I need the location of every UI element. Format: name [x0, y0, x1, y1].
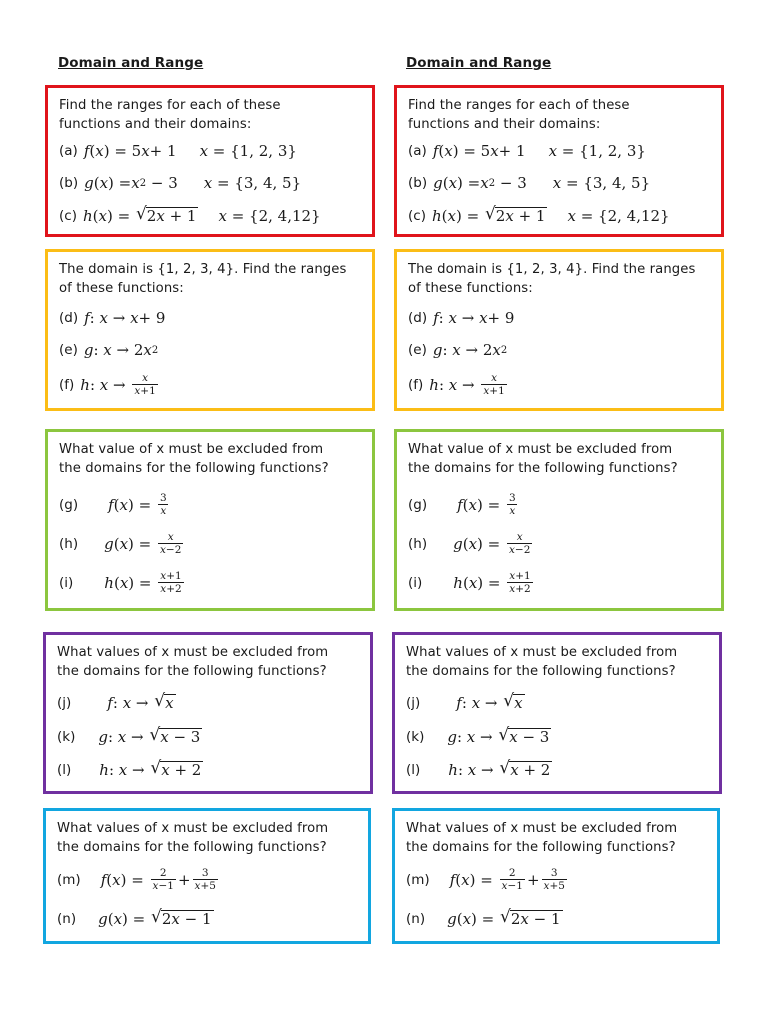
question-l: (l) h : x → √ x + 2 [57, 758, 202, 779]
function-k: g : x → √ x − 3 [98, 725, 201, 746]
function-n: g ( x ) = √ 2x − 1 [447, 907, 561, 928]
function-b: g ( x ) = x 2 − 3 [84, 174, 178, 192]
domain-c: x = {2, 4,12} [218, 206, 321, 225]
function-n: g ( x ) = √ 2x − 1 [98, 907, 212, 928]
function-f: h : x → $\frac{x}{x+1}$ [80, 372, 156, 397]
question-i: (i) h ( x ) = $\frac{x+1}{x+2}$ [408, 570, 715, 595]
sqrt-symbol: √ x − 3 [149, 725, 201, 746]
fraction: $\frac{x}{x-2}$ [160, 531, 182, 556]
question-j: (j) f : x → √ x [57, 691, 174, 712]
question-f: (f) h : x → $\frac{x}{x+1}$ [408, 372, 715, 397]
question-b: (b) g ( x ) = x 2 − 3 x = {3, 4, 5} [408, 174, 651, 192]
sqrt-symbol: √ 2x − 1 [500, 907, 561, 928]
question-i: (i) h ( x ) = $\frac{x+1}{x+2}$ [59, 570, 366, 595]
card-intro: What values of x must be excluded from the domains for the following functions? [406, 821, 678, 855]
fraction: $\frac{x}{x+1}$ [483, 372, 505, 397]
fraction: $\frac{2}{x-1}$ [152, 867, 174, 892]
fraction: $\frac{3}{x}$ [159, 492, 167, 517]
function-g: f ( x ) = $\frac{3}{x}$ [108, 492, 167, 517]
question-g: (g) f ( x ) = $\frac{3}{x}$ [59, 492, 366, 517]
question-g: (g) f ( x ) = $\frac{3}{x}$ [408, 492, 715, 517]
card-exclude-values-mixed-left [43, 808, 371, 944]
question-a: (a) f ( x ) = 5 x + 1 x = {1, 2, 3} [408, 142, 646, 160]
card-exclude-values-roots-left [43, 632, 373, 794]
domain-c: x = {2, 4,12} [567, 206, 670, 225]
function-l: h : x → √ x + 2 [448, 758, 551, 779]
question-h: (h) g ( x ) = $\frac{x}{x-2}$ [408, 531, 715, 556]
function-d: f : x → x + 9 [84, 309, 166, 327]
card-exclude-values-mixed-right [392, 808, 720, 944]
domain-a: x = {1, 2, 3} [548, 142, 646, 160]
function-j: f : x → √ x [456, 691, 523, 712]
function-j: f : x → √ x [107, 691, 174, 712]
question-d: (d) f : x → x + 9 [59, 309, 166, 327]
function-i: h ( x ) = $\frac{x+1}{x+2}$ [104, 570, 182, 595]
sqrt-symbol: √ 2x − 1 [151, 907, 212, 928]
fraction: $\frac{2}{x-1}$ [501, 867, 523, 892]
card-intro: The domain is {1, 2, 3, 4}. Find the ranges of these functions: [59, 262, 347, 296]
function-a: f ( x ) = 5 x + 1 [83, 142, 177, 160]
question-l: (l) h : x → √ x + 2 [406, 758, 551, 779]
function-b: g ( x ) = x 2 − 3 [433, 174, 527, 192]
card-find-ranges-with-domains-right [394, 85, 724, 237]
sqrt-symbol: √ x + 2 [150, 758, 202, 779]
fraction: $\frac{x}{x-2}$ [509, 531, 531, 556]
question-m: (m) f ( x ) = $\frac{2}{x-1}$ + $\frac{3}{x+5}$ [406, 867, 711, 892]
function-d: f : x → x + 9 [433, 309, 515, 327]
card-intro: Find the ranges for each of these functions and their domains: [408, 98, 630, 132]
card-exclude-values-roots-right [392, 632, 722, 794]
sqrt-symbol: √ x [154, 691, 174, 712]
function-f: h : x → $\frac{x}{x+1}$ [429, 372, 505, 397]
fraction: $\frac{3}{x}$ [508, 492, 516, 517]
sqrt-symbol: √ 2x + 1 [135, 204, 197, 225]
function-e: g : x → 2 x 2 [83, 341, 159, 359]
sqrt-symbol: √ x [503, 691, 523, 712]
question-m: (m) f ( x ) = $\frac{2}{x-1}$ + $\frac{3}{x+5}$ [57, 867, 362, 892]
fraction: $\frac{3}{x+5}$ [194, 867, 216, 892]
function-i: h ( x ) = $\frac{x+1}{x+2}$ [453, 570, 531, 595]
question-k: (k) g : x → √ x − 3 [57, 725, 201, 746]
question-n: (n) g ( x ) = √ 2x − 1 [57, 907, 212, 928]
card-intro: The domain is {1, 2, 3, 4}. Find the ranges of these functions: [408, 262, 696, 296]
card-domain-given-right [394, 249, 724, 411]
card-intro: What values of x must be excluded from the domains for the following functions? [57, 645, 329, 679]
card-intro: Find the ranges for each of these functions and their domains: [59, 98, 281, 132]
function-m: f ( x ) = $\frac{2}{x-1}$ + $\frac{3}{x+5}$ [100, 867, 216, 892]
question-b: (b) g ( x ) = x 2 − 3 x = {3, 4, 5} [59, 174, 302, 192]
domain-a: x = {1, 2, 3} [199, 142, 297, 160]
function-c: h ( x ) = √ 2x + 1 [82, 204, 197, 225]
question-j: (j) f : x → √ x [406, 691, 523, 712]
page-title-right: Domain and Range [406, 55, 552, 71]
card-domain-given-left [45, 249, 375, 411]
question-d: (d) f : x → x + 9 [408, 309, 515, 327]
domain-b: x = {3, 4, 5} [552, 174, 651, 192]
sqrt-symbol: √ x − 3 [498, 725, 550, 746]
question-c: (c) h ( x ) = √ 2x + 1 x = {2, 4,12} [408, 204, 670, 225]
function-m: f ( x ) = $\frac{2}{x-1}$ + $\frac{3}{x+5}$ [449, 867, 565, 892]
function-e: g : x → 2 x 2 [432, 341, 508, 359]
card-intro: What values of x must be excluded from the domains for the following functions? [406, 645, 678, 679]
question-k: (k) g : x → √ x − 3 [406, 725, 550, 746]
sqrt-symbol: √ 2x + 1 [484, 204, 546, 225]
question-e: (e) g : x → 2 x 2 [408, 341, 508, 359]
function-h: g ( x ) = $\frac{x}{x-2}$ [453, 531, 531, 556]
function-h: g ( x ) = $\frac{x}{x-2}$ [104, 531, 182, 556]
fraction: $\frac{3}{x+5}$ [543, 867, 565, 892]
function-a: f ( x ) = 5 x + 1 [432, 142, 526, 160]
question-e: (e) g : x → 2 x 2 [59, 341, 159, 359]
function-g: f ( x ) = $\frac{3}{x}$ [457, 492, 516, 517]
function-k: g : x → √ x − 3 [447, 725, 550, 746]
sqrt-symbol: √ x + 2 [499, 758, 551, 779]
card-intro: What value of x must be excluded from the domains for the following functions? [408, 442, 678, 476]
page-title-left: Domain and Range [58, 55, 204, 71]
fraction: $\frac{x}{x+1}$ [134, 372, 156, 397]
fraction: $\frac{x+1}{x+2}$ [160, 570, 182, 595]
function-c: h ( x ) = √ 2x + 1 [431, 204, 546, 225]
function-l: h : x → √ x + 2 [99, 758, 202, 779]
card-exclude-value-right [394, 429, 724, 611]
question-f: (f) h : x → $\frac{x}{x+1}$ [59, 372, 366, 397]
question-c: (c) h ( x ) = √ 2x + 1 x = {2, 4,12} [59, 204, 321, 225]
question-a: (a) f ( x ) = 5 x + 1 x = {1, 2, 3} [59, 142, 297, 160]
question-h: (h) g ( x ) = $\frac{x}{x-2}$ [59, 531, 366, 556]
card-exclude-value-left [45, 429, 375, 611]
question-n: (n) g ( x ) = √ 2x − 1 [406, 907, 561, 928]
card-intro: What value of x must be excluded from the domains for the following functions? [59, 442, 329, 476]
card-find-ranges-with-domains-left [45, 85, 375, 237]
card-intro: What values of x must be excluded from the domains for the following functions? [57, 821, 329, 855]
fraction: $\frac{x+1}{x+2}$ [509, 570, 531, 595]
domain-b: x = {3, 4, 5} [203, 174, 302, 192]
